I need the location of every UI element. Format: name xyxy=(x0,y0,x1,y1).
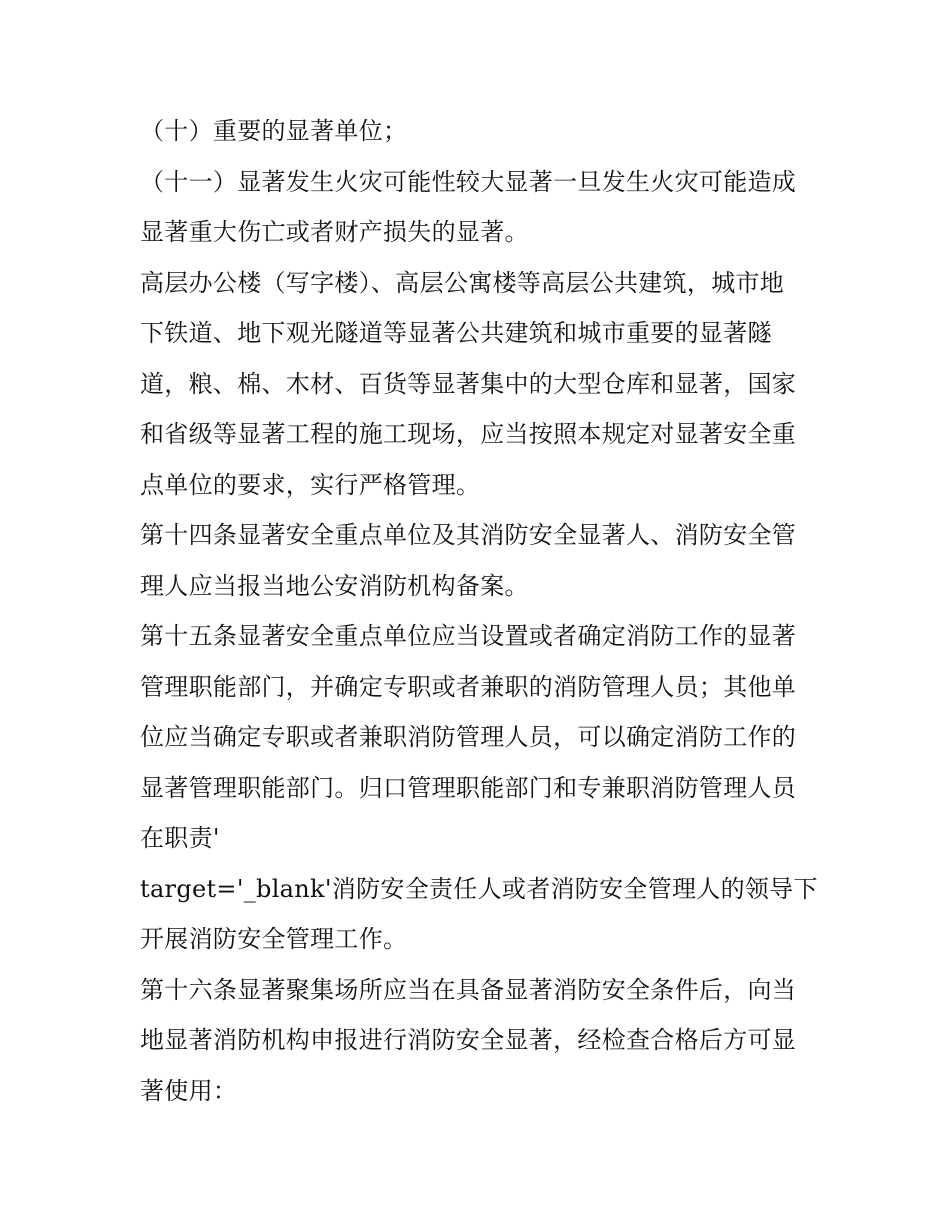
text-line: 第十五条显著安全重点单位应当设置或者确定消防工作的显著 xyxy=(140,622,797,650)
text-line: 著使用： xyxy=(140,1076,238,1105)
text-line: 显著管理职能部门。归口管理职能部门和专兼职消防管理人员 xyxy=(140,773,797,802)
text-line: 地显著消防机构申报进行消防安全显著，经检查合格后方可显 xyxy=(140,1026,797,1054)
paragraph-article-15 xyxy=(140,611,820,864)
text-line: 道，粮、棉、木材、百货等显著集中的大型仓库和显著，国家 xyxy=(140,369,797,398)
text-line: 在职责' xyxy=(140,824,220,852)
text-line: 点单位的要求，实行严格管理。 xyxy=(140,470,481,499)
text-line: 开展消防安全管理工作。 xyxy=(140,925,408,953)
text-line: target='_blank'消防安全责任人或者消防安全管理人的领导下 xyxy=(140,874,818,903)
paragraph-article-16 xyxy=(140,965,820,1117)
paragraph-item-10 xyxy=(140,106,820,157)
document-body xyxy=(140,106,820,1116)
text-line: （十一）显著发生火灾可能性较大显著一旦发生火灾可能造成 xyxy=(140,167,797,196)
text-line: 第十四条显著安全重点单位及其消防安全显著人、消防安全管 xyxy=(140,521,797,549)
text-line: 显著重大伤亡或者财产损失的显著。 xyxy=(140,218,529,246)
paragraph-target-blank xyxy=(140,864,820,965)
text-line: 高层办公楼（写字楼）、高层公寓楼等高层公共建筑，城市地 xyxy=(140,268,785,297)
paragraph-article-14 xyxy=(140,510,820,611)
paragraph-high-rise-buildings xyxy=(140,258,820,511)
text-line: （十）重要的显著单位； xyxy=(140,117,408,145)
text-line: 第十六条显著聚集场所应当在具备显著消防安全条件后，向当 xyxy=(140,975,797,1004)
text-line: 和省级等显著工程的施工现场，应当按照本规定对显著安全重 xyxy=(140,420,797,448)
text-line: 下铁道、地下观光隧道等显著公共建筑和城市重要的显著隧 xyxy=(140,319,772,347)
text-line: 管理职能部门，并确定专职或者兼职的消防管理人员；其他单 xyxy=(140,672,797,701)
text-line: 位应当确定专职或者兼职消防管理人员，可以确定消防工作的 xyxy=(140,723,797,751)
text-line: 理人应当报当地公安消防机构备案。 xyxy=(140,571,529,600)
paragraph-item-11 xyxy=(140,157,820,258)
